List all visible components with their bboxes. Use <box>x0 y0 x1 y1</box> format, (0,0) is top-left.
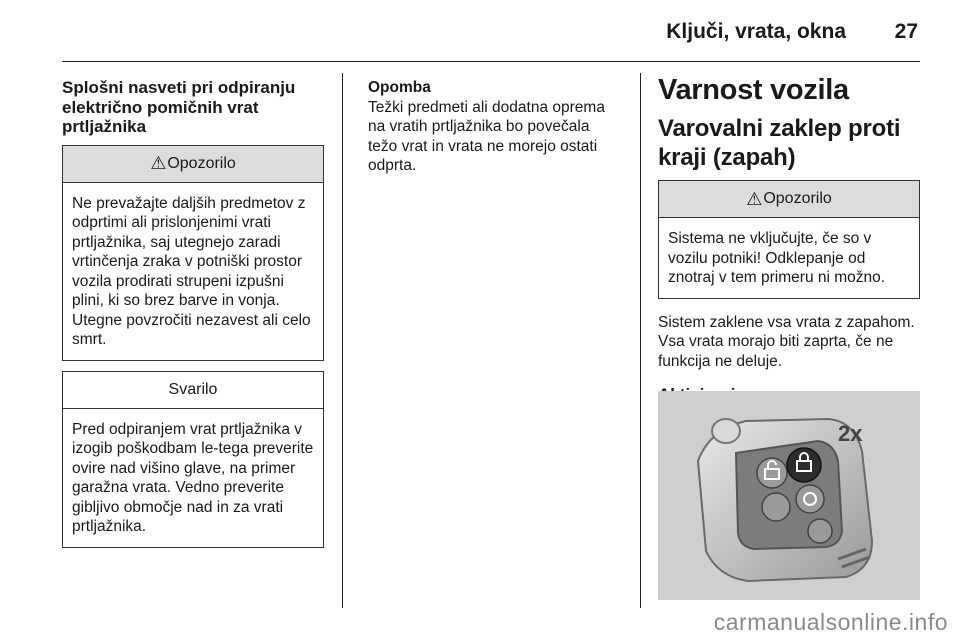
warning-box-title: Opozorilo <box>167 154 236 172</box>
page-heading: Varnost vozila <box>658 74 849 106</box>
warning-box-title: Opozorilo <box>763 190 832 207</box>
watermark: carmanualsonline.info <box>713 609 948 635</box>
press-twice-label: 2x <box>838 421 863 446</box>
warning-box <box>62 145 324 361</box>
warning-triangle-icon: ⚠ <box>150 153 167 173</box>
caution-box-text: Pred odpiranjem vrat prtljažnika v izogib poškodbam le-tega preverite ovire nad višino glave, na primer garažna vrata. Vedno preverite gibljivo območje nad in za vrati prtljažnika. <box>72 420 314 535</box>
caution-box-title: Svarilo <box>168 380 218 398</box>
note-title: Opomba <box>368 79 431 96</box>
warning-box-text: Ne prevažajte daljših predmetov z odprtimi ali prislonjenimi vrati prtljažnika, saj utegnejo zaradi vrtinčenja zraka v potniški prostor vozila prodirati strupeni izpušni plini, ki so brez barve in vonja. Utegne povzročiti nezavest ali celo smrt. <box>72 194 311 348</box>
right-column <box>658 74 926 405</box>
body-paragraph: Sistem zaklene vsa vrata z zapahom. Vsa vrata morajo biti zaprta, če ne funkcija ne deluje. <box>658 313 915 370</box>
page-number: 27 <box>894 20 918 43</box>
caution-box <box>62 371 324 548</box>
section-heading: Splošni nasveti pri odpiranju električno pomičnih vrat prtljažnika <box>62 78 296 136</box>
caution-box-header <box>63 372 323 409</box>
section-heading: Varovalni zaklep proti kraji (zapah) <box>658 115 901 171</box>
left-column <box>62 78 324 548</box>
running-header-title: Ključi, vrata, okna <box>666 20 846 43</box>
car-key-fob-icon <box>658 391 920 600</box>
warning-box-header <box>63 146 323 183</box>
warning-box-text: Sistema ne vključujte, če so v vozilu potniki! Odklepanje od znotraj v tem primeru ni možno. <box>668 230 886 286</box>
warning-box <box>658 180 920 299</box>
middle-column <box>368 78 622 176</box>
key-fob-illustration <box>658 391 920 600</box>
warning-box-header <box>659 181 919 218</box>
header-rule <box>62 61 920 62</box>
column-divider <box>342 73 343 608</box>
column-divider <box>640 73 641 608</box>
warning-triangle-icon: ⚠ <box>746 188 763 209</box>
note-text: Težki predmeti ali dodatna oprema na vratih prtljažnika bo povečala težo vrat in vrata ne morejo ostati odprta. <box>368 98 605 174</box>
